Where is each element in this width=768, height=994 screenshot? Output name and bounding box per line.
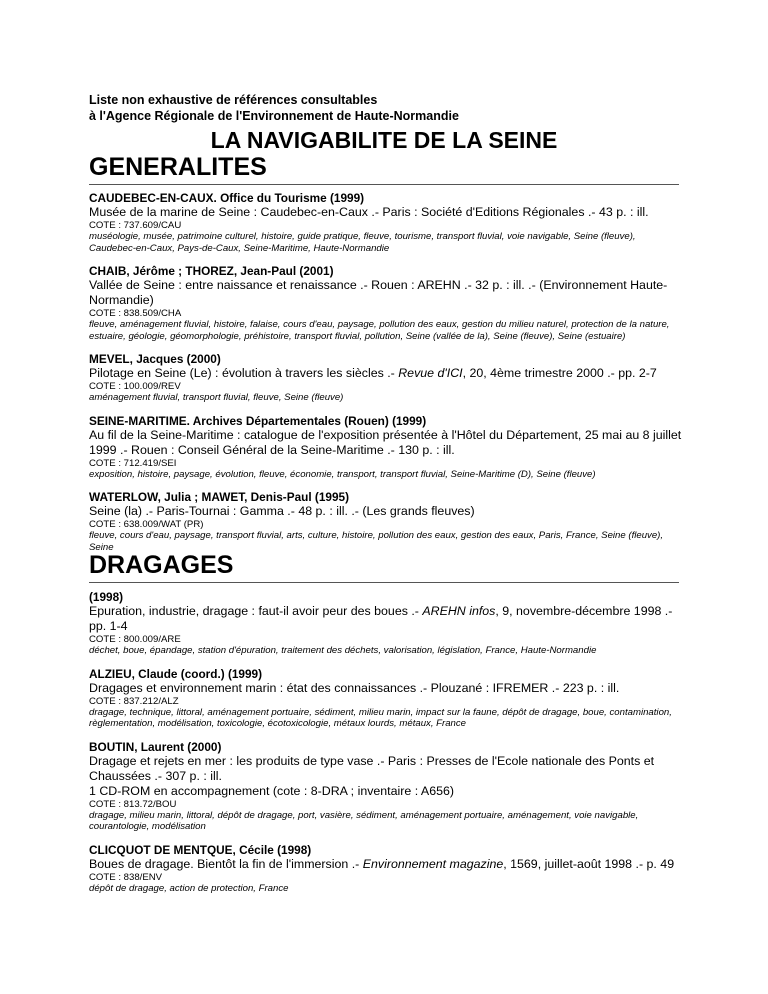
entry-keywords: muséologie, musée, patrimoine culturel, histoire, guide pratique, fleuve, tourisme, transport fluvial, voie navigable, Seine (fleuve), Caudebec-en-Caux, Pays-de-Caux, Seine-Maritime, Haute-Normandie xyxy=(89,231,636,254)
entry-title: Dragages et environnement marin : état des connaissances .- Plouzané : IFREMER .- 223 p. : ill. xyxy=(89,680,620,695)
entry-title: Vallée de Seine : entre naissance et renaissance .- Rouen : AREHN .- 32 p. : ill. .- (Environnement Haute-Normandie) xyxy=(89,278,668,307)
entry-author: SEINE-MARITIME. Archives Départementales (Rouen) (1999) xyxy=(89,413,427,428)
entry-cote: COTE : 638.009/WAT (PR) xyxy=(89,519,204,530)
entry-title-details: , 1569, juillet-août 1998 .- p. 49 xyxy=(503,856,675,871)
bibliography-entry xyxy=(89,843,683,895)
document-title: LA NAVIGABILITE DE LA SEINE xyxy=(210,127,558,153)
entry-cote: COTE : 100.009/REV xyxy=(89,381,181,392)
entry-cote: COTE : 813.72/BOU xyxy=(89,798,177,810)
bibliography-entry xyxy=(89,740,683,833)
intro-line-2: à l'Agence Régionale de l'Environnement de Haute-Normandie xyxy=(89,109,459,123)
section-heading-generalites: GENERALITES xyxy=(89,152,679,185)
bibliography-entry xyxy=(89,490,683,553)
entry-keywords: déchet, boue, épandage, station d'épuration, traitement des déchets, valorisation, législation, France, Haute-Normandie xyxy=(89,645,597,656)
entry-cote: COTE : 712.419/SEI xyxy=(89,457,177,469)
entry-cote: COTE : 837.212/ALZ xyxy=(89,695,179,707)
entry-title: Au fil de la Seine-Maritime : catalogue de l'exposition présentée à l'Hôtel du Département, 25 mai au 8 juillet 1999 .- Rouen : Conseil Général de la Seine-Maritime .- 130 p. : ill. xyxy=(89,427,682,457)
entry-serial-title: Environnement magazine xyxy=(362,856,504,871)
entry-keywords: dragage, milieu marin, littoral, dépôt de dragage, port, vasière, sédiment, aménagement portuaire, aménagement, voie navigable, courantologie, modélisation xyxy=(89,809,639,832)
section-entries-generalites xyxy=(89,191,683,563)
section-entries-dragages xyxy=(89,590,683,904)
entry-title xyxy=(89,366,683,381)
entry-keywords: dépôt de dragage, action de protection, France xyxy=(89,882,289,894)
entry-keywords: aménagement fluvial, transport fluvial, fleuve, Seine (fleuve) xyxy=(89,392,344,403)
bibliography-entry xyxy=(89,667,683,730)
entry-title-main: Pilotage en Seine (Le) : évolution à travers les siècles .- xyxy=(89,366,399,380)
intro-line-1: Liste non exhaustive de références consultables xyxy=(89,93,378,107)
entry-author: CHAIB, Jérôme ; THOREZ, Jean-Paul (2001) xyxy=(89,264,334,278)
entry-note: 1 CD-ROM en accompagnement (cote : 8-DRA ; inventaire : A656) xyxy=(89,783,454,798)
entry-cote: COTE : 838.509/CHA xyxy=(89,308,182,319)
entry-serial-title: AREHN infos xyxy=(422,604,496,618)
bibliography-entry xyxy=(89,590,683,657)
entry-title: Musée de la marine de Seine : Caudebec-en-Caux .- Paris : Société d'Editions Régionales .- 43 p. : ill. xyxy=(89,205,649,219)
entry-author: BOUTIN, Laurent (2000) xyxy=(89,739,222,754)
entry-author: (1998) xyxy=(89,590,124,604)
entry-title-details: , 9, novembre-décembre 1998 .- pp. 1-4 xyxy=(89,604,673,633)
entry-keywords: dragage, technique, littoral, aménagement portuaire, sédiment, milieu marin, impact sur la faune, dépôt de dragage, boue, contamination, règlementation, modélisation, toxicologie, écotoxicologie, métaux lourds, métaux, France xyxy=(89,706,672,729)
entry-title-details: , 20, 4ème trimestre 2000 .- pp. 2-7 xyxy=(462,366,657,380)
entry-keywords: fleuve, cours d'eau, paysage, transport fluvial, arts, culture, histoire, pollution des eaux, gestion des eaux, Paris, France, Seine (fleuve), Seine xyxy=(89,530,664,553)
entry-title xyxy=(89,857,683,872)
intro-block xyxy=(89,92,689,124)
entry-serial-title: Revue d'ICI xyxy=(398,366,463,380)
entry-keywords: exposition, histoire, paysage, évolution, fleuve, économie, transport, transport fluvial, Seine-Maritime (D), Seine (fleuve) xyxy=(89,468,596,480)
entry-cote: COTE : 838/ENV xyxy=(89,871,163,883)
entry-title: Seine (la) .- Paris-Tournai : Gamma .- 48 p. : ill. .- (Les grands fleuves) xyxy=(89,504,475,518)
bibliography-entry xyxy=(89,264,683,342)
entry-author: CAUDEBEC-EN-CAUX. Office du Tourisme (1999) xyxy=(89,191,365,205)
entry-author: CLICQUOT DE MENTQUE, Cécile (1998) xyxy=(89,842,312,857)
entry-cote: COTE : 737.609/CAU xyxy=(89,220,182,231)
entry-title-main: Epuration, industrie, dragage : faut-il avoir peur des boues .- xyxy=(89,604,423,618)
entry-author: WATERLOW, Julia ; MAWET, Denis-Paul (1995) xyxy=(89,490,350,504)
entry-author: MEVEL, Jacques (2000) xyxy=(89,352,221,366)
entry-title: Dragage et rejets en mer : les produits de type vase .- Paris : Presses de l'Ecole nationale des Ponts et Chaussées .- 307 p. : ill. xyxy=(89,753,655,783)
entry-title-main: Boues de dragage. Bientôt la fin de l'immersion .- xyxy=(89,856,363,871)
entry-cote: COTE : 800.009/ARE xyxy=(89,634,181,645)
bibliography-entry xyxy=(89,414,683,481)
entry-keywords: fleuve, aménagement fluvial, histoire, falaise, cours d'eau, paysage, pollution des eaux, gestion du milieu naturel, protection de la nature, estuaire, géologie, géomorphologie, préhistoire, transport fluvial, pollution, Seine (vallée de la), Seine (fleuve), Seine (estuaire) xyxy=(89,319,670,342)
section-heading-dragages: DRAGAGES xyxy=(89,550,679,583)
bibliography-entry xyxy=(89,191,683,254)
entry-title xyxy=(89,604,683,634)
bibliography-entry xyxy=(89,352,683,404)
entry-author: ALZIEU, Claude (coord.) (1999) xyxy=(89,666,263,681)
